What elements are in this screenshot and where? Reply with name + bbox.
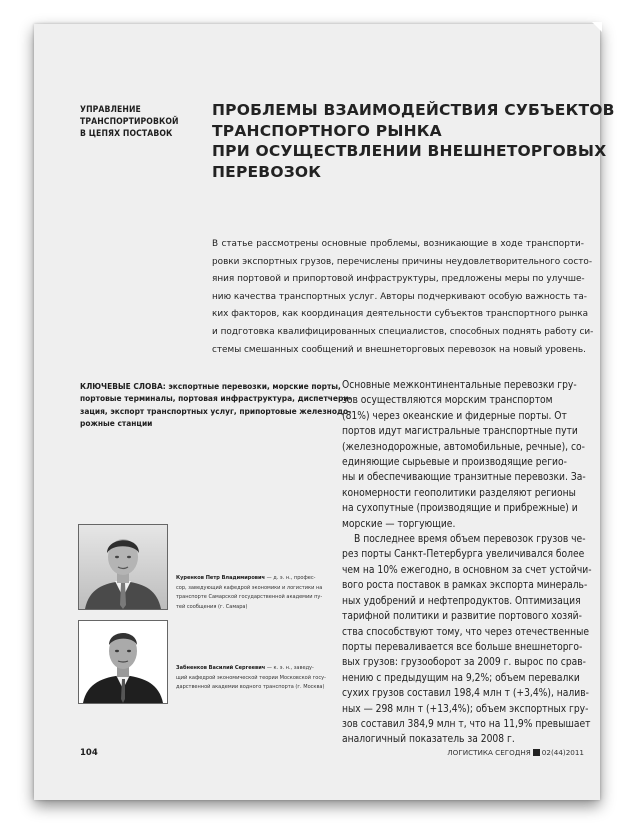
- body-line: зов осуществляются морским транспортом: [342, 395, 553, 407]
- journal-title: ЛОГИСТИКА СЕГОДНЯ: [447, 748, 531, 757]
- body-line: ных удобрений и нефтепродуктов. Оптимизация: [342, 595, 581, 607]
- body-line: аналогичный показатель за 2008 г.: [342, 734, 515, 746]
- journal-footer: [447, 748, 584, 757]
- abstract: [212, 236, 594, 359]
- body-line: нению с предыдущим на 9,2%; объем перевалки: [342, 672, 580, 684]
- body-line: ства способствуют тому, что через отечественные: [342, 626, 590, 638]
- abstract-line: ровки экспортных грузов, перечислены причины неудовлетворительного состо-: [212, 256, 593, 267]
- article-body: [342, 378, 592, 748]
- body-line: Основные межконтинентальные перевозки гру-: [342, 380, 577, 391]
- bio-line: сор, заведующий кафедрой экономики и логистики на: [176, 584, 323, 591]
- journal-page: [34, 24, 615, 800]
- bio-text: — к. э. н., заведу-: [265, 665, 314, 671]
- article-title: [212, 100, 615, 182]
- body-line: вых грузов: грузооборот за 2009 г. вырос по срав-: [342, 657, 586, 669]
- portrait-icon: [79, 621, 167, 703]
- body-line: зов составил 384,9 млн т, что на 11,9% превышает: [342, 718, 591, 730]
- portrait-icon: [79, 525, 167, 609]
- keywords-line: зация, экспорт транспортных услуг, припортовые железнодо-: [80, 405, 352, 416]
- abstract-line: яния портовой и припортовой инфраструктуры, предложены меры по улучше-: [212, 274, 585, 285]
- body-line: (железнодорожные, автомобильные, речные), со-: [342, 441, 585, 453]
- body-line: портов идут магистральные транспортные пути: [342, 426, 578, 438]
- title-line: ПРОБЛЕМЫ ВЗАИМОДЕЙСТВИЯ СУБЪЕКТОВ: [212, 101, 615, 119]
- title-line: ПРИ ОСУЩЕСТВЛЕНИИ ВНЕШНЕТОРГОВЫХ: [212, 142, 607, 160]
- body-line: ных — 298 млн т (+13,4%); объем экспортных гру-: [342, 703, 589, 715]
- body-line: вого роста поставок в рамках экспорта минераль-: [342, 580, 588, 592]
- body-line: рез порты Санкт-Петербурга увеличивался более: [342, 549, 585, 561]
- body-line: сухих грузов составил 198,4 млн т (+3,4%), налив-: [342, 688, 589, 700]
- title-line: ТРАНСПОРТНОГО РЫНКА: [212, 121, 442, 140]
- abstract-line: ких факторов, как координация деятельности субъектов транспортного рынка: [212, 309, 589, 320]
- body-line: (81%) через океанские и фидерные порты. От: [342, 410, 567, 422]
- page-number: 104: [80, 748, 98, 758]
- square-bullet-icon: [533, 749, 540, 756]
- body-line: тарифной политики и развитие портового хозяй-: [342, 611, 582, 623]
- journal-issue: 02(44)2011: [541, 748, 584, 757]
- body-line: чем на 10% ежегодно, в основном за счет устойчи-: [342, 564, 592, 576]
- section-line: УПРАВЛЕНИЕ: [80, 105, 141, 115]
- bio-line: транспорте Самарской государственной академии пу-: [176, 594, 323, 601]
- author-bio-kurenkov: [176, 574, 326, 612]
- keywords-line: КЛЮЧЕВЫЕ СЛОВА: экспортные перевозки, морские порты,: [80, 381, 341, 391]
- bio-text: — д. э. н., профес-: [264, 575, 316, 581]
- keywords-line: портовые терминалы, портовая инфраструктура, диспетчери-: [80, 393, 352, 404]
- keywords: [80, 380, 352, 430]
- keywords-line: рожные станции: [80, 418, 153, 429]
- body-line: порты переваливается все больше внешнеторго-: [342, 641, 583, 653]
- author-name: Забненков Василий Сергеевич: [176, 665, 266, 671]
- abstract-line: нию качества транспортных услуг. Авторы подчеркивают особую важность та-: [212, 291, 588, 302]
- bio-line: [176, 664, 326, 674]
- body-line: единяющие сырьевые и производящие регио-: [342, 457, 567, 469]
- bio-line: щий кафедрой экономической теории Московской госу-: [176, 674, 326, 681]
- bio-line: тей сообщения (г. Самара): [176, 603, 248, 610]
- section-line: В ЦЕПЯХ ПОСТАВОК: [80, 129, 173, 139]
- body-line: на сухопутные (производящие и прибрежные) и: [342, 503, 578, 515]
- body-line: В последнее время объем перевозок грузов че-: [354, 534, 586, 546]
- body-line: кономерности геополитики разделяют регионы: [342, 487, 576, 499]
- abstract-line: стемы смешанных сообщений и внешнеторговых перевозок на новый уровень.: [212, 344, 586, 355]
- page-corner: [592, 22, 602, 32]
- author-bio-zabnenkov: [176, 664, 326, 693]
- bio-line: дарственной академии водного транспорта (г. Москва): [176, 684, 325, 691]
- abstract-line: В статье рассмотрены основные проблемы, возникающие в ходе транспорти-: [212, 239, 584, 249]
- bio-line: [176, 574, 326, 584]
- title-line: ПЕРЕВОЗОК: [212, 162, 322, 181]
- author-photo-zabnenkov: [78, 620, 168, 704]
- body-line: ны и обеспечивающие транзитные перевозки. За-: [342, 472, 586, 484]
- author-name: Куренков Петр Владимирович: [176, 575, 265, 581]
- section-line: ТРАНСПОРТИРОВКОЙ: [80, 117, 179, 127]
- body-line: морские — торгующие.: [342, 518, 456, 530]
- author-photo-kurenkov: [78, 524, 168, 610]
- abstract-line: и подготовка квалифицированных специалистов, способных поднять работу си-: [212, 326, 594, 337]
- section-heading: [80, 104, 190, 140]
